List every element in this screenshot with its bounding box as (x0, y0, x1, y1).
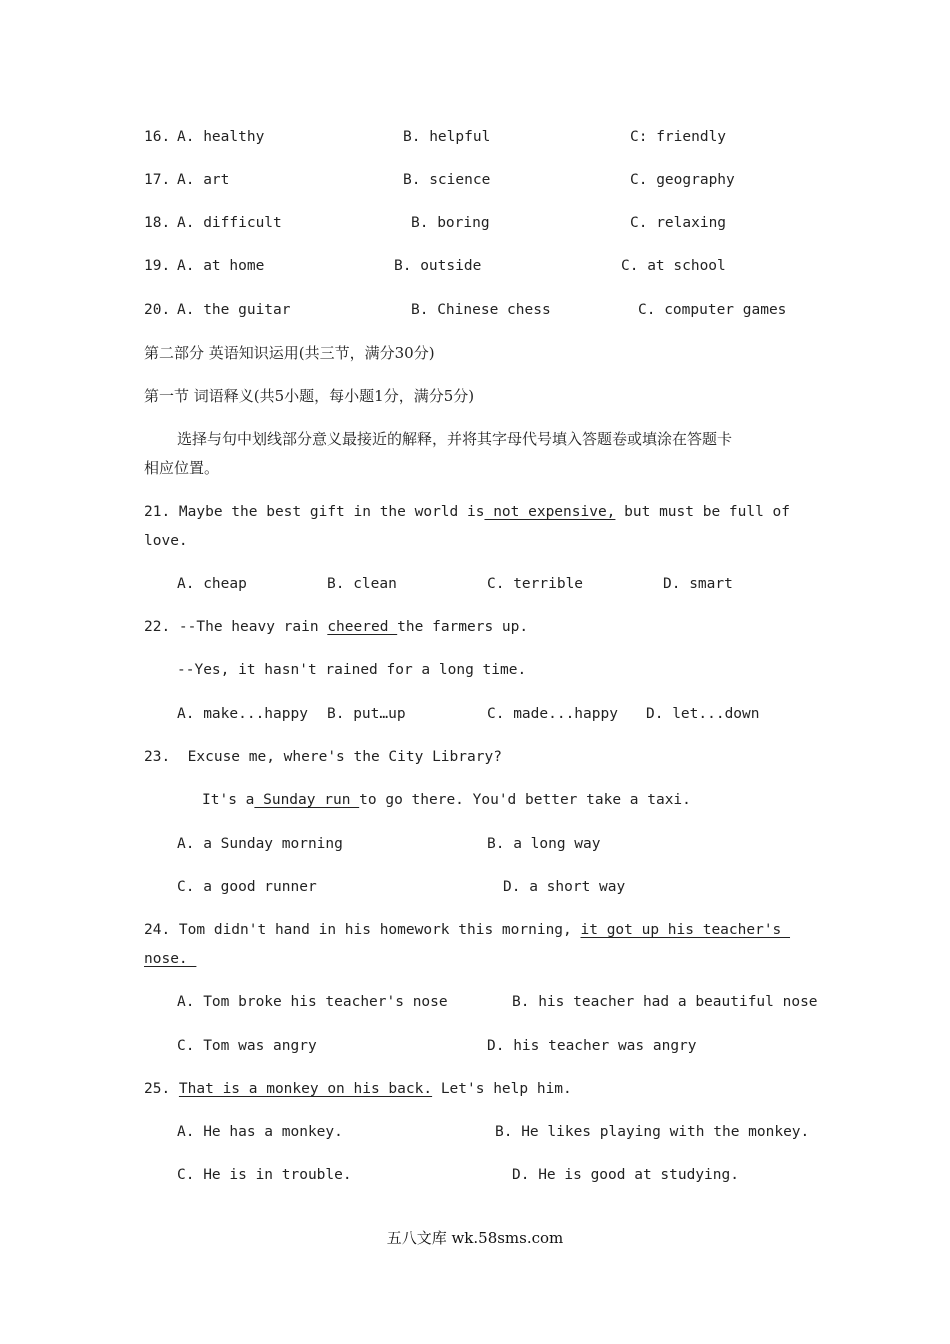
q19-option-c: C. at school (621, 258, 726, 274)
q23-underlined-phrase: Sunday run (254, 792, 360, 808)
section1-title: 第一节 词语释义(共5小题，每小题1分，满分5分) (144, 387, 475, 405)
q23-option-a: A. a Sunday morning (177, 836, 343, 852)
q23-reply-post: to go there. You'd better take a taxi. (359, 792, 691, 808)
q18-option-a: A. difficult (177, 215, 282, 231)
q19-number: 19. (144, 258, 171, 274)
q18-number: 18. (144, 215, 171, 231)
q22-option-a: A. make...happy (177, 706, 308, 722)
q17-option-c: C. geography (630, 172, 735, 188)
q18-option-b: B. boring (411, 215, 490, 231)
q21-option-a: A. cheap (177, 576, 247, 592)
q21-option-b: B. clean (327, 576, 397, 592)
q24-option-d: D. his teacher was angry (487, 1038, 697, 1054)
q20-option-c: C. computer games (638, 302, 787, 318)
q22-stem-post: the farmers up. (397, 619, 529, 635)
q24-stem-pre: 24. Tom didn't hand in his homework this morning, (144, 922, 581, 938)
q19-option-a: A. at home (177, 258, 265, 274)
q25-option-d: D. He is good at studying. (512, 1167, 739, 1183)
q23-option-b: B. a long way (487, 836, 601, 852)
q21-option-d: D. smart (663, 576, 733, 592)
q18-option-c: C. relaxing (630, 215, 727, 231)
q16-option-c: C: friendly (630, 129, 727, 145)
q23-option-d: D. a short way (503, 879, 626, 895)
q16-number: 16. (144, 129, 171, 145)
q25-number: 25. (144, 1081, 179, 1097)
q22-stem-pre: 22. --The heavy rain (144, 619, 328, 635)
q24-option-a: A. Tom broke his teacher's nose (177, 994, 448, 1010)
q22-stem (144, 617, 528, 637)
q20-number: 20. (144, 302, 171, 318)
q22-reply: --Yes, it hasn't rained for a long time. (177, 662, 527, 678)
q22-option-b: B. put…up (327, 706, 406, 722)
q25-option-c: C. He is in trouble. (177, 1167, 352, 1183)
q16-option-a: A. healthy (177, 129, 265, 145)
q25-stem-post: Let's help him. (432, 1081, 572, 1097)
q21-stem-line2: love. (144, 533, 188, 549)
q22-option-d: D. let...down (646, 706, 760, 722)
q23-option-c: C. a good runner (177, 879, 317, 895)
q17-number: 17. (144, 172, 171, 188)
q25-option-b: B. He likes playing with the monkey. (495, 1124, 810, 1140)
q21-stem-post: but must be full of (615, 504, 791, 520)
q22-underlined-word: cheered (327, 619, 398, 635)
q23-stem: 23. Excuse me, where's the City Library? (144, 749, 502, 765)
instruction-line-1: 选择与句中划线部分意义最接近的解释，并将其字母代号填入答题卷或填涂在答题卡 (177, 430, 733, 448)
q21-stem (144, 502, 790, 522)
q25-stem (144, 1079, 572, 1099)
instruction-line-2: 相应位置。 (144, 459, 220, 477)
q24-option-b: B. his teacher had a beautiful nose (512, 994, 818, 1010)
q21-underlined-phrase: not expensive, (484, 504, 616, 520)
q25-underlined-phrase: That is a monkey on his back. (178, 1081, 433, 1097)
q25-option-a: A. He has a monkey. (177, 1124, 343, 1140)
q19-option-b: B. outside (394, 258, 482, 274)
q23-reply (202, 790, 691, 810)
q17-option-a: A. art (177, 172, 230, 188)
part2-title: 第二部分 英语知识运用(共三节，满分30分) (144, 344, 435, 362)
q22-option-c: C. made...happy (487, 706, 618, 722)
q24-stem (144, 920, 790, 940)
q20-option-b: B. Chinese chess (411, 302, 551, 318)
q24-option-c: C. Tom was angry (177, 1038, 317, 1054)
q21-option-c: C. terrible (487, 576, 584, 592)
q24-underlined-phrase: it got up his teacher's (580, 922, 791, 938)
footer-site-name: 五八文库 wk.58sms.com (386, 1229, 564, 1247)
q24-underlined-phrase-cont: nose. (144, 951, 197, 967)
q17-option-b: B. science (403, 172, 491, 188)
q16-option-b: B. helpful (403, 129, 491, 145)
q23-reply-pre: It's a (202, 792, 255, 808)
q21-stem-pre: 21. Maybe the best gift in the world is (144, 504, 485, 520)
q20-option-a: A. the guitar (177, 302, 291, 318)
